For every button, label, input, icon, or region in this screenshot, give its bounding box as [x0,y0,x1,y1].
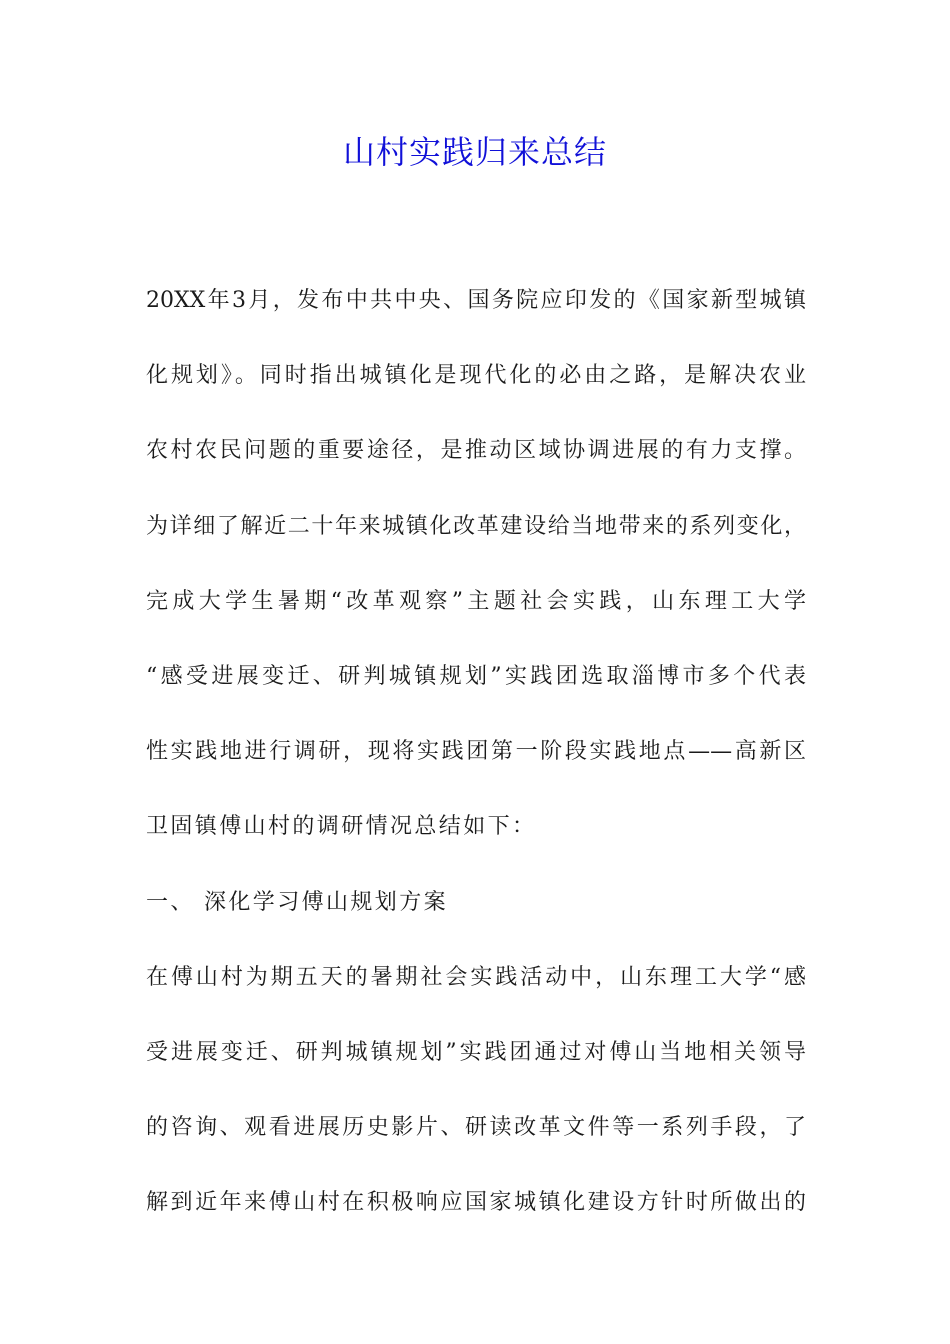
paragraph-line: 的咨询、观看进展历史影片、研读改革文件等一系列手段，了 [146,1115,806,1141]
document-body [146,263,806,1240]
paragraph-line: 解到近年来傅山村在积极响应国家城镇化建设方针时所做出的 [146,1190,806,1216]
paragraph-line: 化规划》。同时指出城镇化是现代化的必由之路，是解决农业 [146,363,806,389]
paragraph-line: 在傅山村为期五天的暑期社会实践活动中，山东理工大学“感 [146,964,806,990]
paragraph-section1 [146,940,806,1241]
paragraph-line: 农村农民问题的重要途径，是推动区域协调进展的有力支撑。 [146,438,806,464]
section-heading [146,865,806,940]
paragraph-line: 卫固镇傅山村的调研情况总结如下： [146,814,537,840]
paragraph-line: 受进展变迁、研判城镇规划”实践团通过对傅山当地相关领导 [146,1039,806,1065]
paragraph-line: 为详细了解近二十年来城镇化改革建设给当地带来的系列变化， [146,513,806,539]
paragraph-line: 完成大学生暑期“改革观察”主题社会实践，山东理工大学 [146,588,806,614]
paragraph-line: 性实践地进行调研，现将实践团第一阶段实践地点——高新区 [146,739,806,765]
paragraph-intro [146,263,806,865]
paragraph-line: “感受进展变迁、研判城镇规划”实践团选取淄博市多个代表 [146,663,806,689]
document-title: 山村实践归来总结 [342,133,607,171]
paragraph-line: 20XX年3月，发布中共中央、国务院应印发的《国家新型城镇 [146,288,806,313]
section-heading-text: 深化学习傅山规划方案 [204,889,449,915]
section-number: 一、 [146,889,195,915]
